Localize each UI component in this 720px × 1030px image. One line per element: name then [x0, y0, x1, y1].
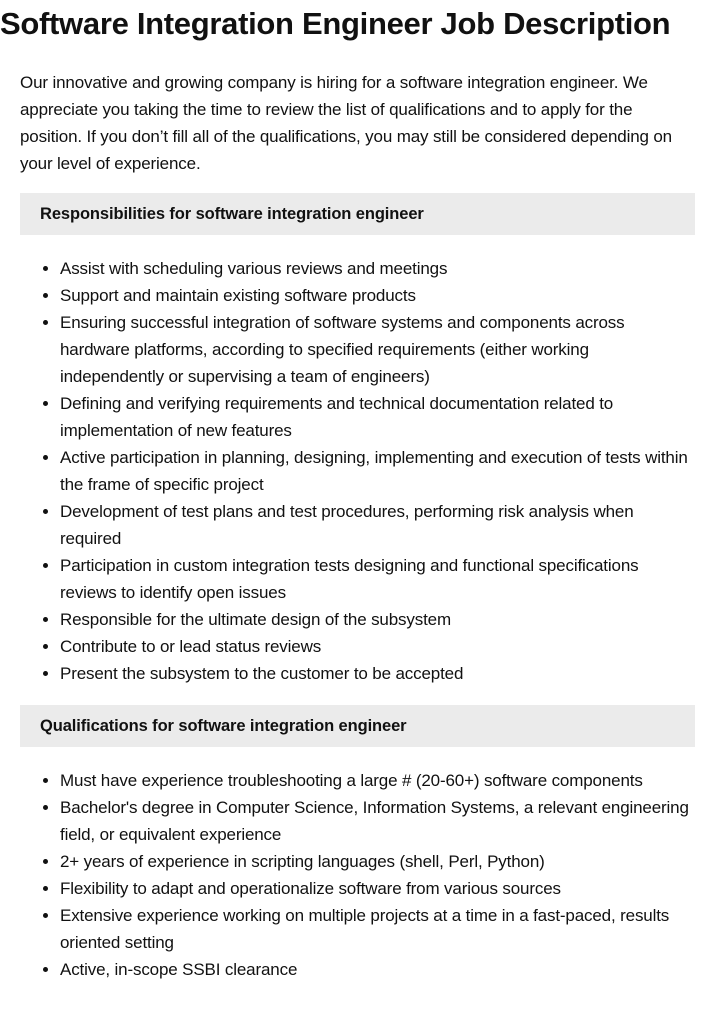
- qualifications-heading: Qualifications for software integration engineer: [20, 705, 695, 747]
- list-item: • Flexibility to adapt and operationalize software from various sources: [60, 875, 690, 902]
- intro-paragraph: Our innovative and growing company is hiring for a software integration engineer. We appreciate you taking the time to review the list of qualifications and to apply for the position. If you don’t fill all of the qualifications, you may still be considered depending on your level of experience.: [20, 73, 672, 173]
- list-item: • Bachelor's degree in Computer Science, Information Systems, a relevant engineering field, or equivalent experience: [60, 794, 690, 848]
- page-title: Software Integration Engineer Job Description: [0, 6, 671, 41]
- list-item: • Development of test plans and test procedures, performing risk analysis when required: [60, 498, 690, 552]
- list-item: • Assist with scheduling various reviews and meetings: [60, 255, 690, 282]
- list-item: • 2+ years of experience in scripting languages (shell, Perl, Python): [60, 848, 690, 875]
- list-item: • Responsible for the ultimate design of the subsystem: [60, 606, 690, 633]
- list-item: • Active participation in planning, designing, implementing and execution of tests within the frame of specific project: [60, 444, 690, 498]
- list-item: • Participation in custom integration tests designing and functional specifications reviews to identify open issues: [60, 552, 690, 606]
- qualifications-list: [20, 767, 690, 983]
- list-item: • Contribute to or lead status reviews: [60, 633, 690, 660]
- responsibilities-list: [20, 255, 690, 687]
- list-item: • Support and maintain existing software products: [60, 282, 690, 309]
- responsibilities-heading: Responsibilities for software integration engineer: [20, 193, 695, 235]
- list-item: • Active, in-scope SSBI clearance: [60, 956, 690, 983]
- list-item: • Ensuring successful integration of software systems and components across hardware platforms, according to specified requirements (either working independently or supervising a team of engineers): [60, 309, 690, 390]
- list-item: • Defining and verifying requirements and technical documentation related to implementation of new features: [60, 390, 690, 444]
- list-item: • Must have experience troubleshooting a large # (20-60+) software components: [60, 767, 690, 794]
- list-item: • Present the subsystem to the customer to be accepted: [60, 660, 690, 687]
- list-item: • Extensive experience working on multiple projects at a time in a fast-paced, results oriented setting: [60, 902, 690, 956]
